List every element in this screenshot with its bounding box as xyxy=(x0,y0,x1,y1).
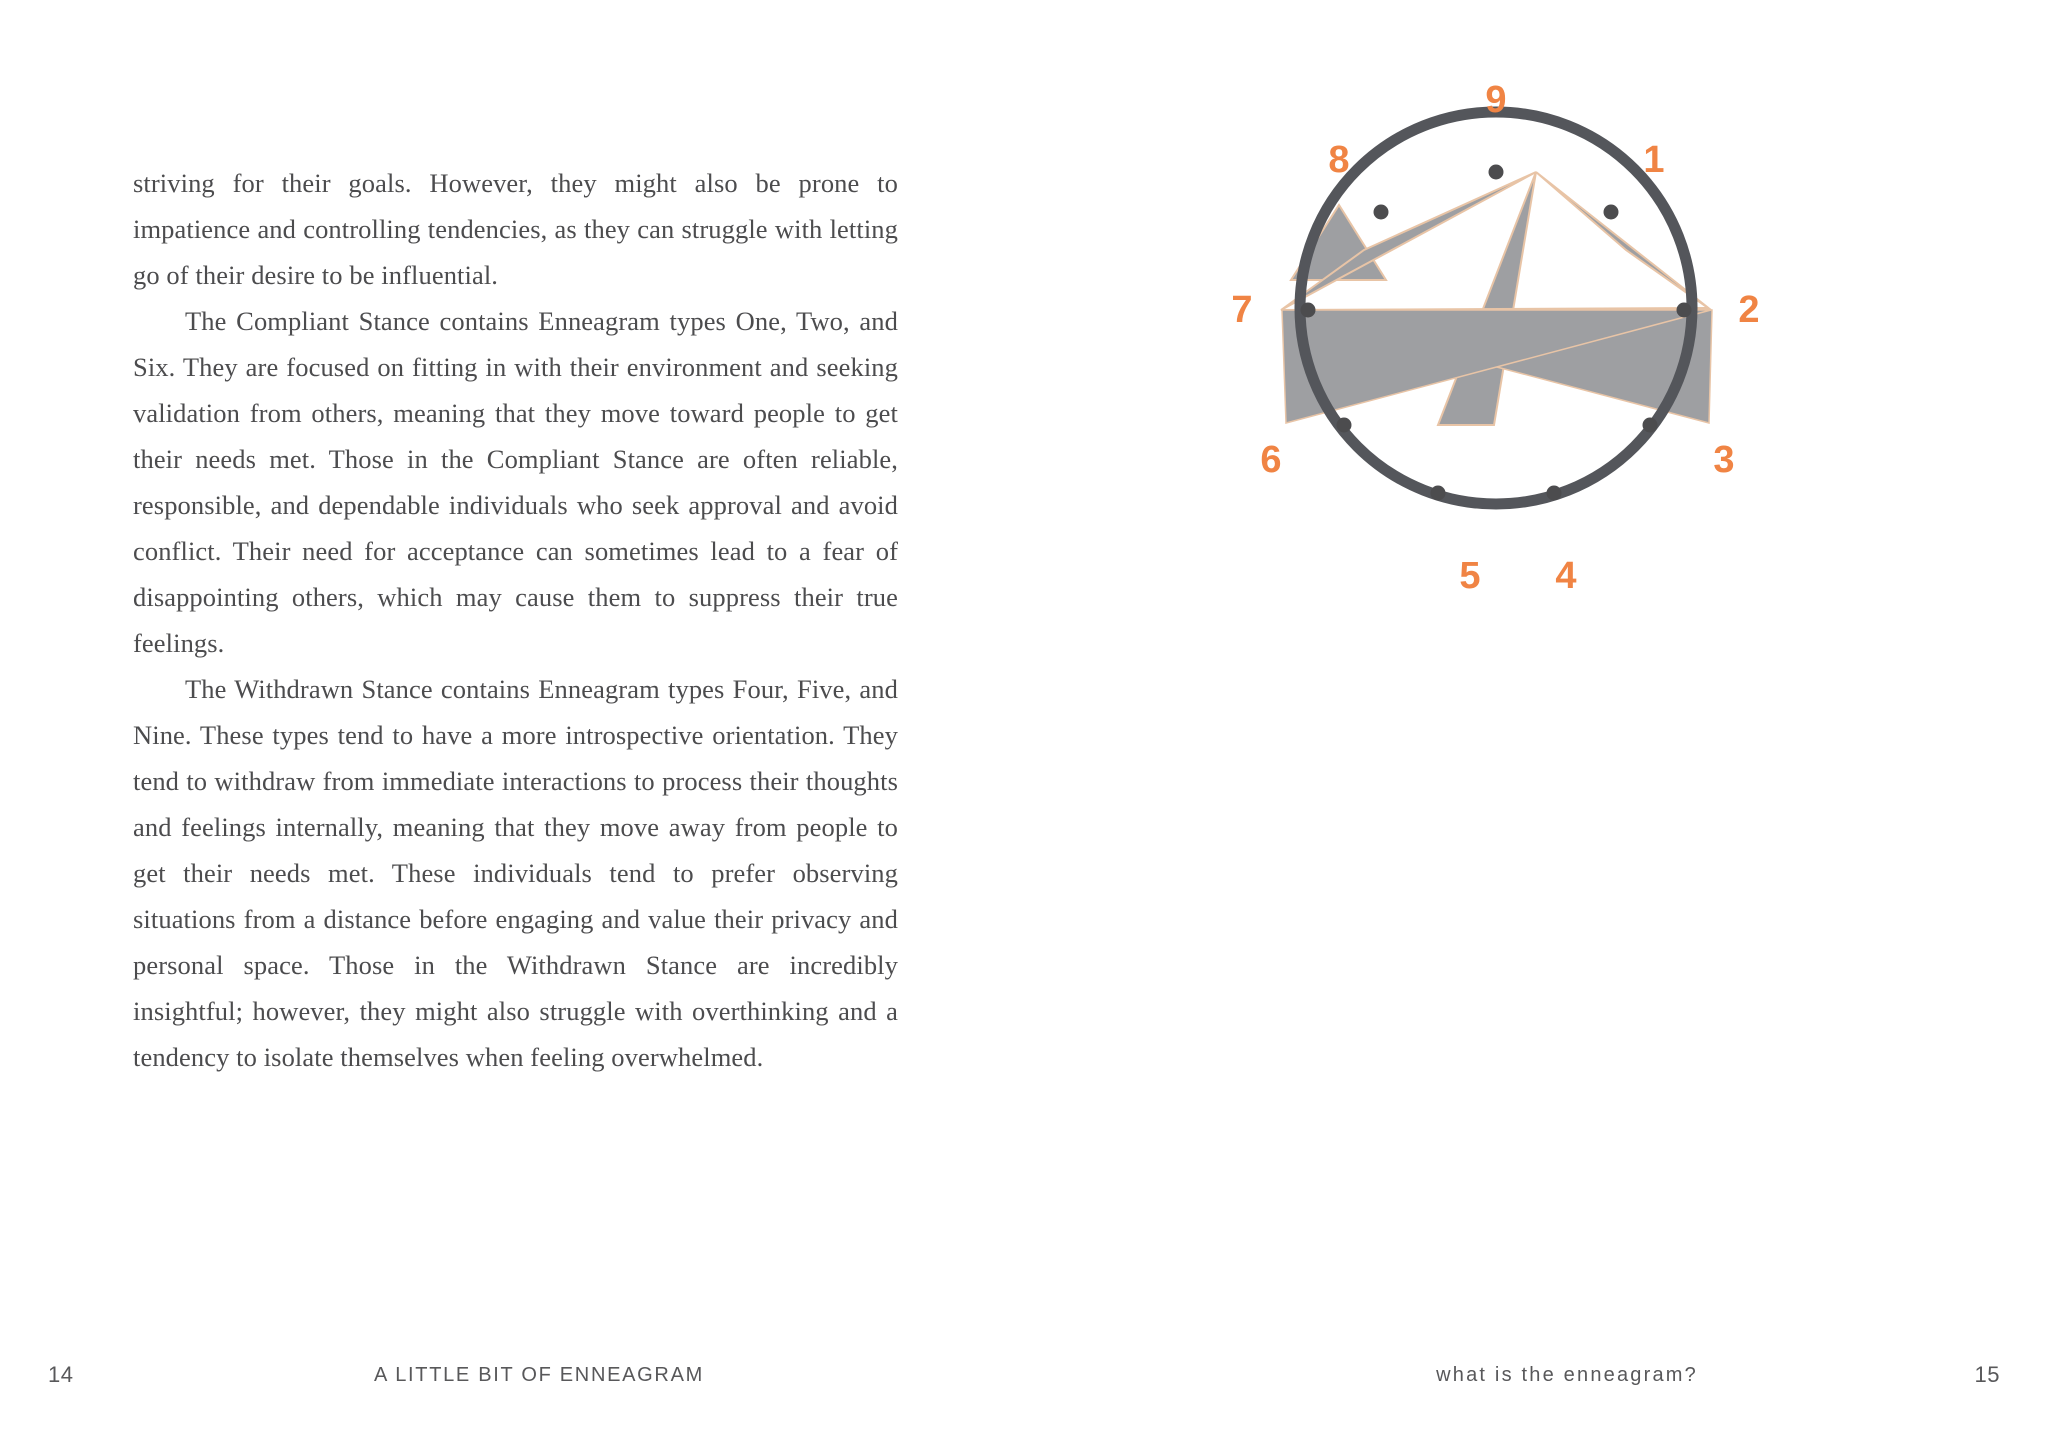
node-5 xyxy=(1431,486,1446,501)
node-9 xyxy=(1489,165,1504,180)
node-1 xyxy=(1604,205,1619,220)
page-number: 14 xyxy=(48,1362,74,1387)
body-text-column xyxy=(133,160,898,1080)
running-head: A LITTLE BIT OF ENNEAGRAM xyxy=(374,1364,704,1386)
label-2: 2 xyxy=(1738,289,1760,331)
enneagram-figure xyxy=(1024,60,2048,620)
enneagram-diagram xyxy=(1086,60,1986,620)
node-4 xyxy=(1547,486,1562,501)
node-3 xyxy=(1643,418,1658,433)
left-page-footer xyxy=(0,1314,1024,1434)
node-7 xyxy=(1301,303,1316,318)
label-6: 6 xyxy=(1260,439,1282,481)
withdrawn-stance-shapes xyxy=(1281,172,1712,425)
paragraph: The Compliant Stance contains Enneagram types One, Two, and Six. They are focused on fitting in with their environment and seeking validation from others, meaning that they move toward people to get their needs met. Those in the Compliant Stance are often reliable, responsible, and dependable individuals who seek approval and avoid conflict. Their need for acceptance can sometimes lead to a fear of disappointing others, which may cause them to suppress their true feelings. xyxy=(133,306,898,658)
label-8: 8 xyxy=(1328,139,1350,181)
label-4: 4 xyxy=(1555,555,1577,597)
label-3: 3 xyxy=(1713,439,1735,481)
paragraph: The Withdrawn Stance contains Enneagram types Four, Five, and Nine. These types tend to have a more introspective orientation. They tend to withdraw from immediate interactions to process their thoughts and feelings internally, meaning that they move away from people to get their needs met. These individuals tend to prefer observing situations from a distance before engaging and value their privacy and personal space. Those in the Withdrawn Stance are incredibly insightful; however, they might also struggle with overthinking and a tendency to isolate themselves when feeling overwhelmed. xyxy=(133,674,898,1072)
page-number: 15 xyxy=(1974,1362,2000,1387)
right-page-footer xyxy=(1024,1314,2048,1434)
running-head: what is the enneagram? xyxy=(1436,1364,1698,1386)
node-2 xyxy=(1677,303,1692,318)
label-7: 7 xyxy=(1231,289,1253,331)
label-5: 5 xyxy=(1459,555,1481,597)
label-9: 9 xyxy=(1485,79,1507,121)
label-1: 1 xyxy=(1643,139,1665,181)
node-8 xyxy=(1374,205,1389,220)
right-page xyxy=(1024,0,2048,1434)
paragraph: striving for their goals. However, they might also be prone to impatience and controlling tendencies, as they can struggle with letting go of their desire to be influential. xyxy=(133,168,898,290)
node-6 xyxy=(1337,418,1352,433)
